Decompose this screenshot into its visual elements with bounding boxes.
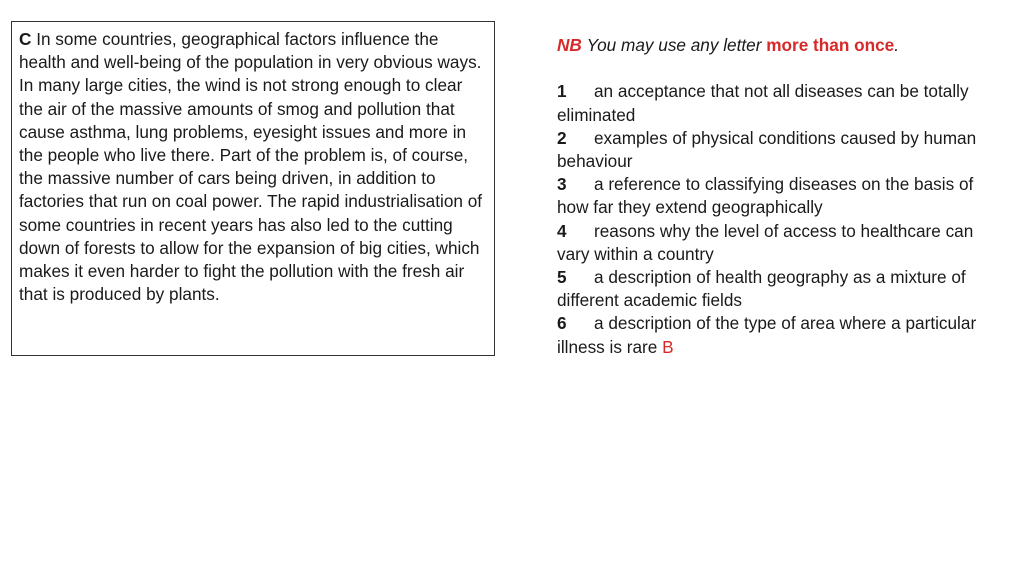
instruction-note — [557, 34, 997, 57]
question-text: reasons why the level of access to healthcare can vary within a country — [557, 220, 974, 264]
passage-letter: C — [19, 29, 32, 49]
passage-text: In some countries, geographical factors influence the health and well-being of the population in very obvious ways. In many large cities, the wind is not strong enough to clear the air of the massive amounts of smog and pollution that cause asthma, lung problems, eyesight issues and more in the people who live there. Part of the problem is, of course, the massive number of cars being driven, in addition to factories that run on coal power. The rapid industrialisation of some countries in recent years has also led to the cutting down of forests to allow for the expansion of big cities, which makes it even harder to fight the pollution with the fresh air that is produced by plants. — [19, 29, 483, 305]
question-item — [557, 127, 997, 173]
question-number: 3 — [557, 174, 567, 195]
question-number: 4 — [557, 220, 567, 241]
question-text: a reference to classifying diseases on the basis of how far they extend geographically — [557, 174, 974, 218]
question-text: an acceptance that not all diseases can be totally eliminated — [557, 81, 969, 125]
note-text: You may use any letter — [586, 35, 762, 55]
question-item — [557, 173, 997, 219]
question-item — [557, 312, 997, 358]
note-emphasis: more than once — [766, 35, 895, 55]
question-item — [557, 220, 997, 266]
question-item — [557, 80, 997, 126]
question-text: examples of physical conditions caused by human behaviour — [557, 127, 977, 171]
question-number: 6 — [557, 313, 567, 334]
question-text: a description of health geography as a mixture of different academic fields — [557, 267, 966, 311]
spacer — [557, 57, 997, 80]
question-item — [557, 266, 997, 312]
question-text: a description of the type of area where a particular illness is rare — [557, 313, 977, 357]
questions-panel — [557, 34, 997, 359]
passage-box — [11, 21, 495, 356]
question-number: 2 — [557, 127, 567, 148]
question-number: 5 — [557, 267, 567, 288]
note-end: . — [894, 35, 899, 55]
question-number: 1 — [557, 81, 567, 102]
note-nb: NB — [557, 35, 582, 55]
question-answer: B — [662, 336, 674, 357]
